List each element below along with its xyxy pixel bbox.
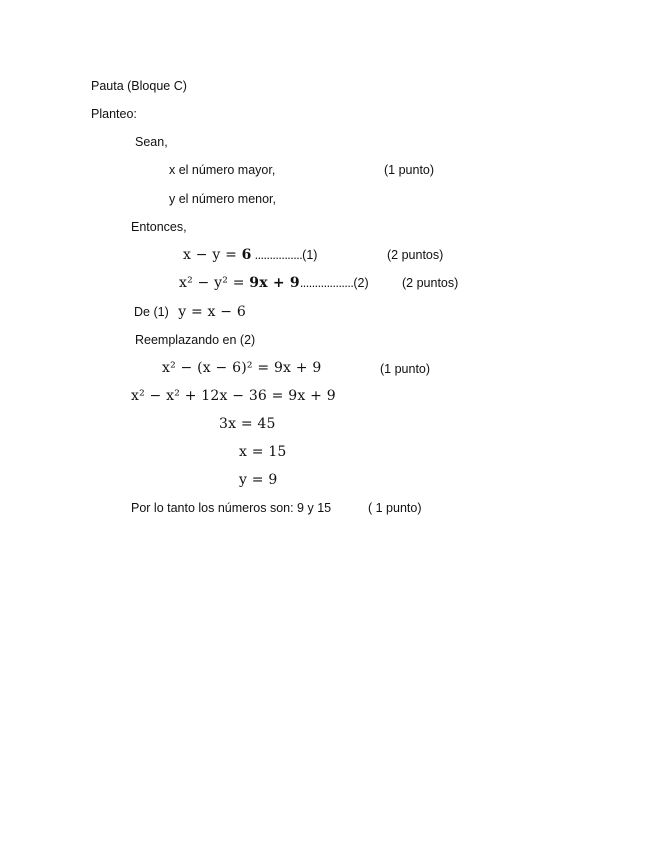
from-equation-1-result: y = x − 6 — [178, 304, 246, 320]
equation-2-ref: (2) — [353, 276, 369, 290]
entonces-label: Entonces, — [131, 220, 187, 234]
document-title: Pauta (Bloque C) — [91, 79, 187, 93]
equation-1-ref: (1) — [302, 248, 318, 262]
step-2-equation: x² − x² + 12x − 36 = 9x + 9 — [131, 388, 336, 404]
step-1-points: (1 punto) — [380, 362, 431, 376]
definition-y: y el número menor, — [169, 192, 276, 206]
from-equation-1 — [134, 304, 246, 320]
step-1-equation: x² − (x − 6)² = 9x + 9 — [162, 360, 322, 376]
equation-1 — [183, 247, 317, 263]
definition-x: x el número mayor, — [169, 163, 276, 177]
step-5-equation: y = 9 — [239, 472, 278, 488]
equation-2-rhs: 9x + 9 — [249, 275, 300, 291]
equation-2-points: (2 puntos) — [402, 276, 459, 290]
equation-1-lhs: x − y = — [183, 247, 242, 263]
conclusion-points: ( 1 punto) — [368, 501, 422, 515]
equation-2-dots: .................. — [299, 276, 354, 290]
step-3-equation: 3x = 45 — [219, 416, 276, 432]
equation-2 — [179, 275, 369, 291]
sean-label: Sean, — [135, 135, 168, 149]
equation-1-points: (2 puntos) — [387, 248, 444, 262]
conclusion-text: Por lo tanto los números son: 9 y 15 — [131, 501, 332, 515]
equation-2-lhs: x² − y² = — [179, 275, 250, 291]
reemplazando-label: Reemplazando en (2) — [135, 333, 256, 347]
from-equation-1-label: De (1) — [134, 305, 169, 319]
planteo-label: Planteo: — [91, 107, 137, 121]
step-4-equation: x = 15 — [239, 444, 287, 460]
definition-x-points: (1 punto) — [384, 163, 435, 177]
equation-1-dots: ................ — [251, 248, 303, 262]
equation-1-rhs: 6 — [241, 247, 252, 263]
